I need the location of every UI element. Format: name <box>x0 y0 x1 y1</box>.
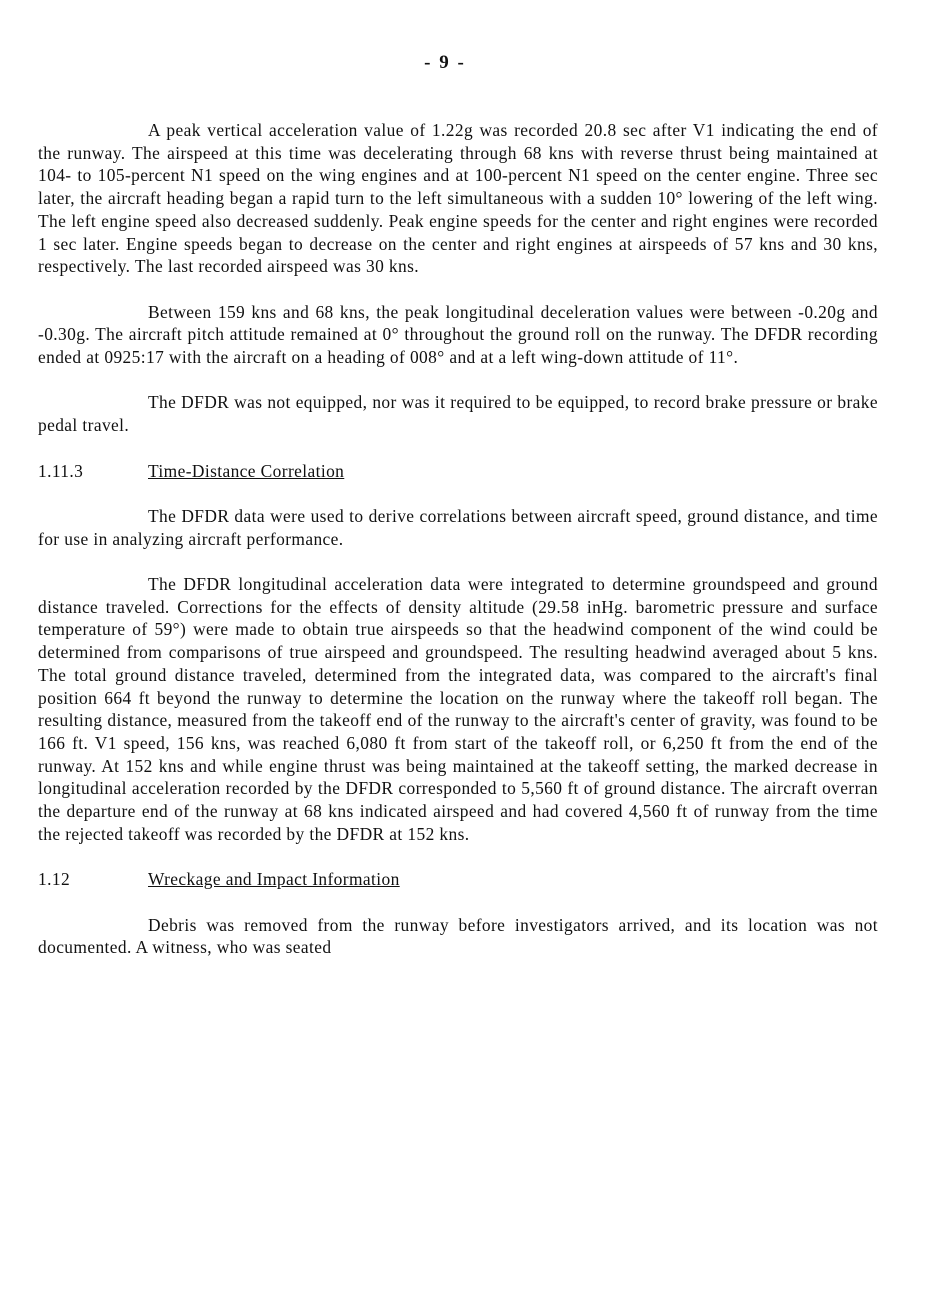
paragraph-longitudinal-deceleration: Between 159 kns and 68 kns, the peak longitudinal deceleration values were between -0.20g and -0.30g. The aircraft pitch attitude remained at 0° throughout the ground roll on the runway. The DFDR recording ended at 0925:17 with the aircraft on a heading of 008° and at a left wing-down attitude of 11°. <box>38 301 878 368</box>
document-body <box>38 119 878 959</box>
paragraph-brake-recording: The DFDR was not equipped, nor was it required to be equipped, to record brake pressure or brake pedal travel. <box>38 392 878 436</box>
paragraph-integration-analysis: The DFDR longitudinal acceleration data were integrated to determine groundspeed and ground distance traveled. Corrections for the effects of density altitude (29.58 inHg. barometric pressure and surface temperature of 59°) were made to obtain true airspeeds so that the headwind component of the wind could be determined from comparisons of true airspeed and groundspeed. The resulting headwind averaged about 5 kns. The total ground distance traveled, determined from the integrated data, was compared to the aircraft's final position 664 ft beyond the runway to determine the location on the runway where the takeoff roll began. The resulting distance, measured from the takeoff end of the runway to the aircraft's center of gravity, was found to be 166 ft. V1 speed, 156 kns, was reached 6,080 ft from start of the takeoff roll, or 6,250 ft from the end of the runway. At 152 kns and while engine thrust was being maintained at the takeoff setting, the marked decrease in longitudinal acceleration recorded by the DFDR corresponded to 5,560 ft of ground distance. The aircraft overran the departure end of the runway at 68 kns indicated airspeed and had covered 4,560 ft of runway from the time the rejected takeoff was recorded by the DFDR at 152 kns. <box>38 573 878 844</box>
section-heading-1-12 <box>38 868 878 891</box>
paragraph-peak-acceleration: A peak vertical acceleration value of 1.22g was recorded 20.8 sec after V1 indicating the end of the runway. The airspeed at this time was decelerating through 68 kns with reverse thrust being maintained at 104- to 105-percent N1 speed on the wing engines and at 100-percent N1 speed on the center engine. Three sec later, the aircraft heading began a rapid turn to the left simultaneous with a sudden 10° lowering of the left wing. The left engine speed also decreased suddenly. Peak engine speeds for the center and right engines were recorded 1 sec later. Engine speeds began to decrease on the center and right engines at airspeeds of 57 kns and 30 kns, respectively. The last recorded airspeed was 30 kns. <box>38 120 878 277</box>
section-title: Time-Distance Correlation <box>148 460 345 481</box>
paragraph-debris: Debris was removed from the runway before investigators arrived, and its location was not documented. A witness, who was seated <box>38 914 878 958</box>
section-heading-1-11-3 <box>38 460 878 483</box>
paragraph-dfdr-correlation: The DFDR data were used to derive correlations between aircraft speed, ground distance, and time for use in analyzing aircraft performance. <box>38 505 878 549</box>
page-number: - 9 - <box>424 52 466 73</box>
section-title: Wreckage and Impact Information <box>148 869 400 890</box>
section-number: 1.11.3 <box>38 460 84 481</box>
section-number: 1.12 <box>38 869 71 890</box>
